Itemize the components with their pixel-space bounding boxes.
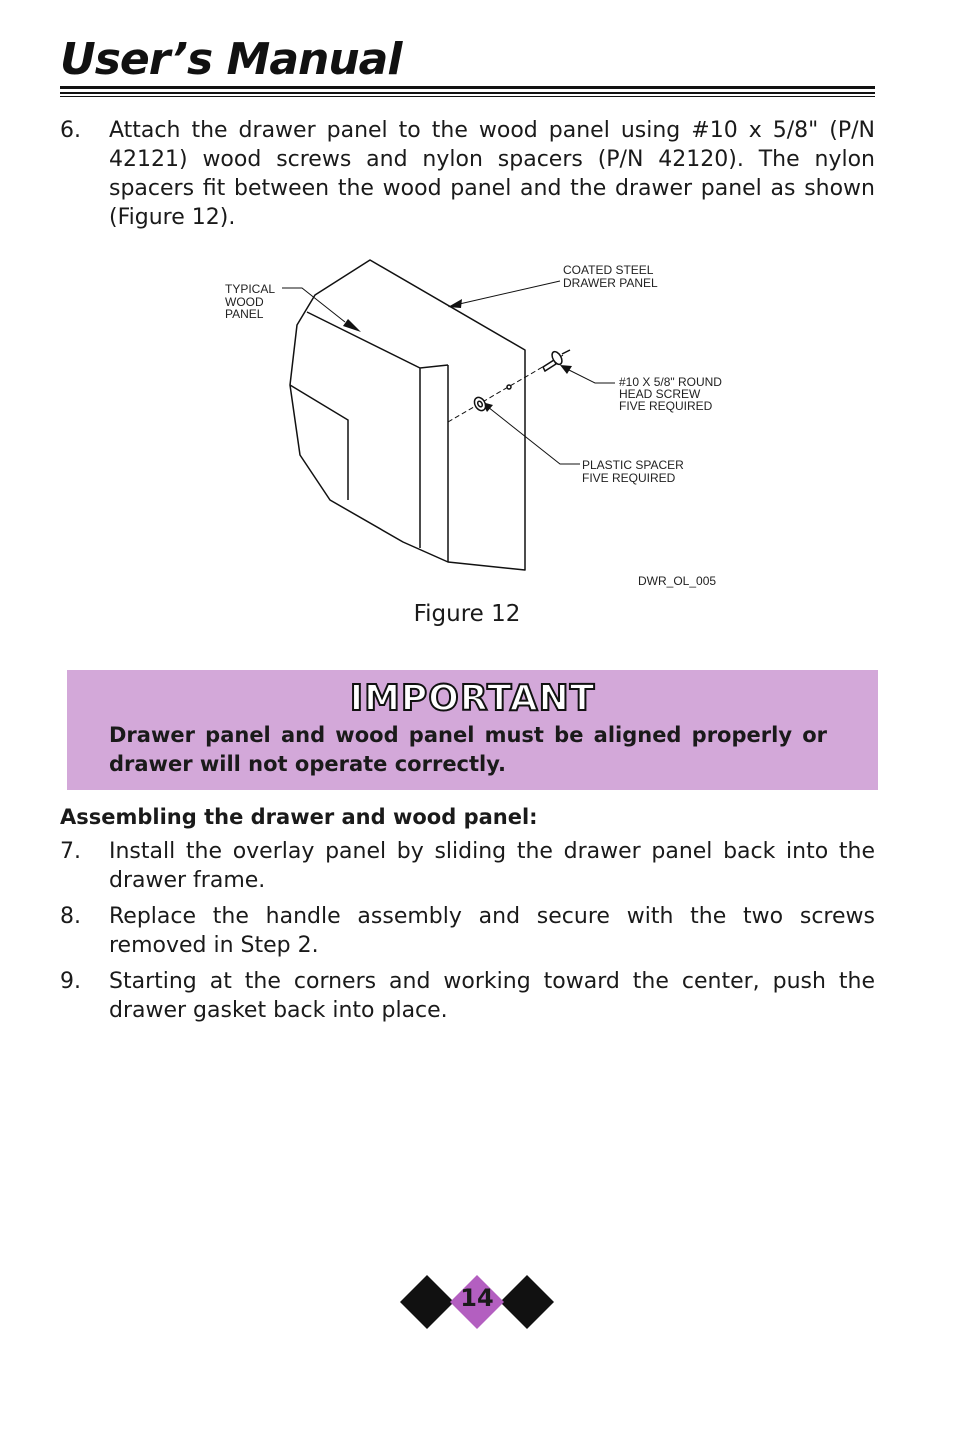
label-drawer-panel-line-1: COATED STEEL: [563, 263, 654, 277]
header-rule: [60, 96, 875, 97]
step-text: Starting at the corners and working toward the center, push the drawer gasket back into place.: [109, 969, 875, 1023]
label-screw-line-2: HEAD SCREW: [619, 387, 701, 401]
important-notice: [67, 670, 878, 790]
section-heading: Assembling the drawer and wood panel:: [60, 805, 538, 829]
header-rule: [60, 86, 875, 89]
drawing-id: DWR_OL_005: [638, 574, 717, 588]
important-text: Drawer panel and wood panel must be aligned properly or drawer will not operate correctly.: [109, 723, 827, 776]
label-screw-line-3: FIVE REQUIRED: [619, 399, 713, 413]
step-number: 8.: [60, 904, 81, 929]
step-9: [60, 967, 875, 1025]
label-spacer-line-2: FIVE REQUIRED: [582, 471, 676, 485]
step-text: Attach the drawer panel to the wood panel using #10 x 5/8" (P/N 42121) wood screws and nylon spacers (P/N 42120). The nylon spacers fit between the wood panel and the drawer panel as shown (Figure 12).: [109, 118, 875, 230]
step-8: [60, 902, 875, 960]
step-6: [60, 116, 875, 232]
label-typical-wood-panel-line-2: WOOD: [225, 295, 264, 309]
step-7: [60, 837, 875, 895]
header-rule: [60, 92, 875, 94]
step-number: 7.: [60, 839, 81, 864]
step-number: 9.: [60, 969, 81, 994]
label-spacer-line-1: PLASTIC SPACER: [582, 458, 684, 472]
figure-caption: Figure 12: [413, 601, 521, 627]
step-number: 6.: [60, 118, 81, 143]
figure-12-drawing: [210, 250, 750, 600]
page-title: User’s Manual: [60, 34, 402, 85]
page-number: 14: [460, 1284, 494, 1312]
label-screw-line-1: #10 X 5/8" ROUND: [619, 375, 722, 389]
step-text: Replace the handle assembly and secure with the two screws removed in Step 2.: [109, 904, 875, 958]
step-text: Install the overlay panel by sliding the drawer panel back into the drawer frame.: [109, 839, 875, 893]
label-typical-wood-panel-line-3: PANEL: [225, 307, 264, 321]
label-typical-wood-panel-line-1: TYPICAL: [225, 282, 276, 296]
label-drawer-panel-line-2: DRAWER PANEL: [563, 276, 658, 290]
important-heading: IMPORTANT: [349, 678, 596, 719]
